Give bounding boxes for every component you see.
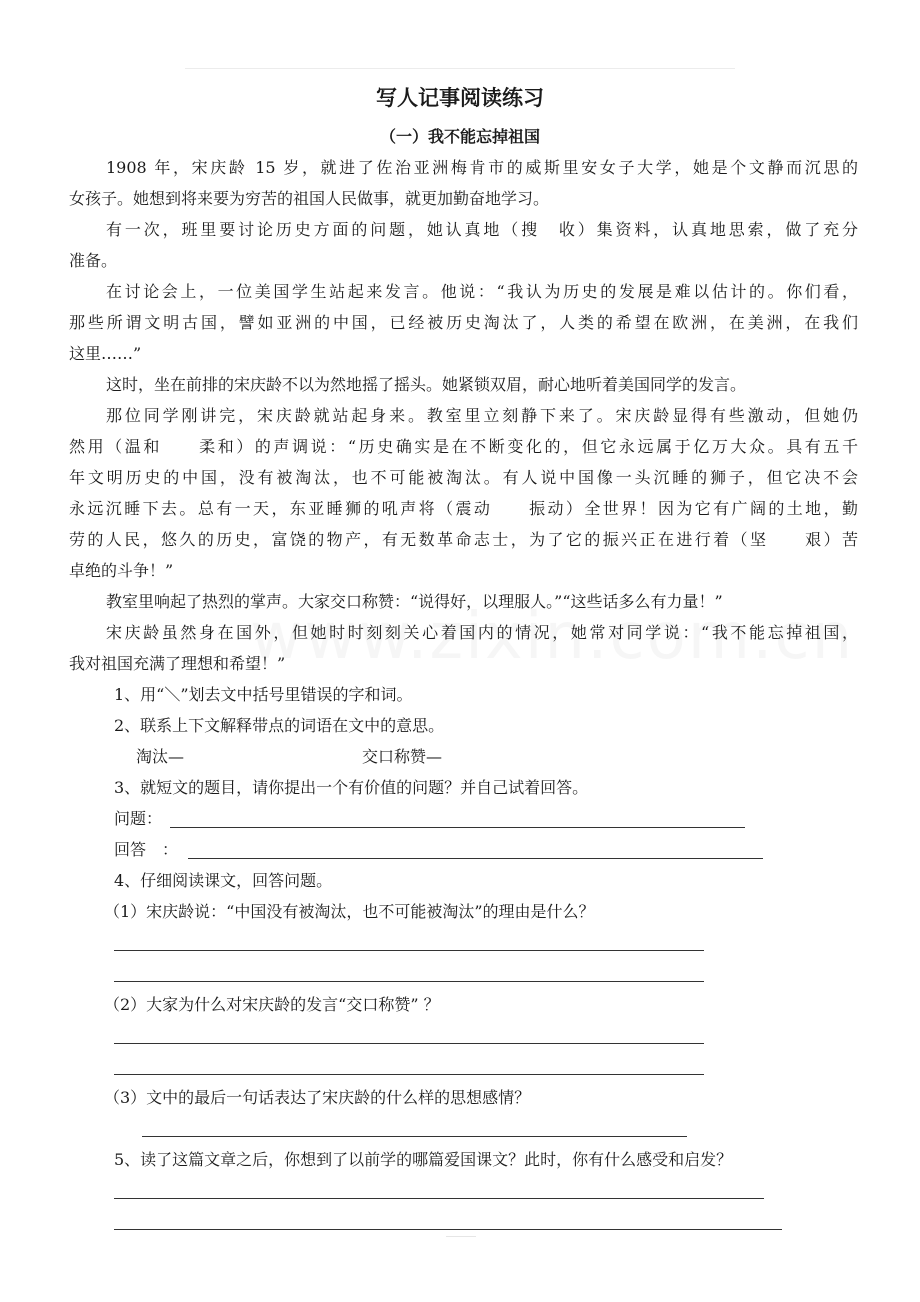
text-line: 那位同学刚讲完，宋庆龄就站起身来。教室里立刻静下来了。宋庆龄显得有些激动，但她仍 (106, 406, 858, 425)
text-line: 这里……” (69, 344, 142, 363)
question-4: 4、仔细阅读课文，回答问题。 (114, 871, 333, 890)
answer-line-4-2b[interactable] (114, 1074, 704, 1075)
header-rule (185, 68, 735, 69)
page-title: 写人记事阅读练习 (376, 86, 544, 110)
question-4-2: （2）大家为什么对宋庆龄的发言“交口称赞” ？ (104, 995, 440, 1014)
text-line: 然用（温和 柔和）的声调说：“历史确实是在不断变化的，但它永远属于亿万大众。具有五千 (69, 437, 858, 456)
text-line: 这时，坐在前排的宋庆龄不以为然地摇了摇头。她紧锁双眉，耐心地听着美国同学的发言。 (106, 375, 747, 394)
text-line: 卓绝的斗争！” (69, 561, 174, 580)
text-line: 那些所谓文明古国，譬如亚洲的中国，已经被历史淘汰了，人类的希望在欧洲，在美洲，在我们 (69, 313, 858, 332)
question-5: 5、读了这篇文章之后，你想到了以前学的哪篇爱国课文？此时，你有什么感受和启发？ (114, 1150, 733, 1169)
text-line: 永远沉睡下去。总有一天，东亚睡狮的吼声将（震动 振动）全世界！因为它有广阔的土地，勤 (69, 499, 858, 518)
footer-mark (446, 1236, 476, 1237)
text-line: 1908 年，宋庆龄 15 岁，就进了佐治亚洲梅肯市的威斯里安女子大学，她是个文静而沉思的 (106, 158, 858, 177)
answer-line-4-1b[interactable] (114, 981, 704, 982)
question-2: 2、联系上下文解释带点的词语在文中的意思。 (114, 716, 445, 735)
text-line: 准备。 (69, 251, 118, 270)
question-4-3: （3）文中的最后一句话表达了宋庆龄的什么样的思想感情？ (104, 1088, 531, 1107)
answer-line-answer[interactable] (188, 858, 763, 859)
answer-line-4-2a[interactable] (114, 1043, 704, 1044)
answer-line-5b[interactable] (114, 1229, 782, 1230)
text-line: 我对祖国充满了理想和希望！” (69, 654, 286, 673)
question-3: 3、就短文的题目，请你提出一个有价值的问题？并自己试着回答。 (114, 778, 589, 797)
question-3-question-label: 问题： (114, 809, 163, 828)
term-taotai: 淘汰— (136, 747, 185, 766)
story-title: （一）我不能忘掉祖国 (379, 127, 540, 146)
text-line: 在讨论会上，一位美国学生站起来发言。他说：“我认为历史的发展是难以估计的。你们看， (106, 282, 858, 301)
answer-line-question[interactable] (170, 827, 745, 828)
text-line: 宋庆龄虽然身在国外，但她时时刻刻关心着国内的情况，她常对同学说：“我不能忘掉祖国， (106, 623, 858, 642)
text-line: 女孩子。她想到将来要为穷苦的祖国人民做事，就更加勤奋地学习。 (69, 189, 550, 208)
term-jiaokou-chengzan: 交口称赞— (362, 747, 443, 766)
text-line: 教室里响起了热烈的掌声。大家交口称赞：“说得好，以理服人。”“这些话多么有力量！” (106, 592, 723, 611)
answer-line-5a[interactable] (114, 1198, 764, 1199)
answer-line-4-1a[interactable] (114, 950, 704, 951)
question-1: 1、用“＼”划去文中括号里错误的字和词。 (114, 685, 413, 704)
text-line: 年文明历史的中国，没有被淘汰，也不可能被淘汰。有人说中国像一头沉睡的狮子，但它决不会 (69, 468, 858, 487)
text-line: 劳的人民，悠久的历史，富饶的物产，有无数革命志士，为了它的振兴正在进行着（坚 艰）苦 (69, 530, 858, 549)
text-line: 有一次，班里要讨论历史方面的问题，她认真地（搜 收）集资料，认真地思索，做了充分 (106, 220, 858, 239)
question-3-answer-label: 回答 ： (114, 840, 179, 859)
answer-line-4-3[interactable] (142, 1136, 687, 1137)
question-4-1: （1）宋庆龄说：“中国没有被淘汰，也不可能被淘汰”的理由是什么？ (104, 902, 595, 921)
